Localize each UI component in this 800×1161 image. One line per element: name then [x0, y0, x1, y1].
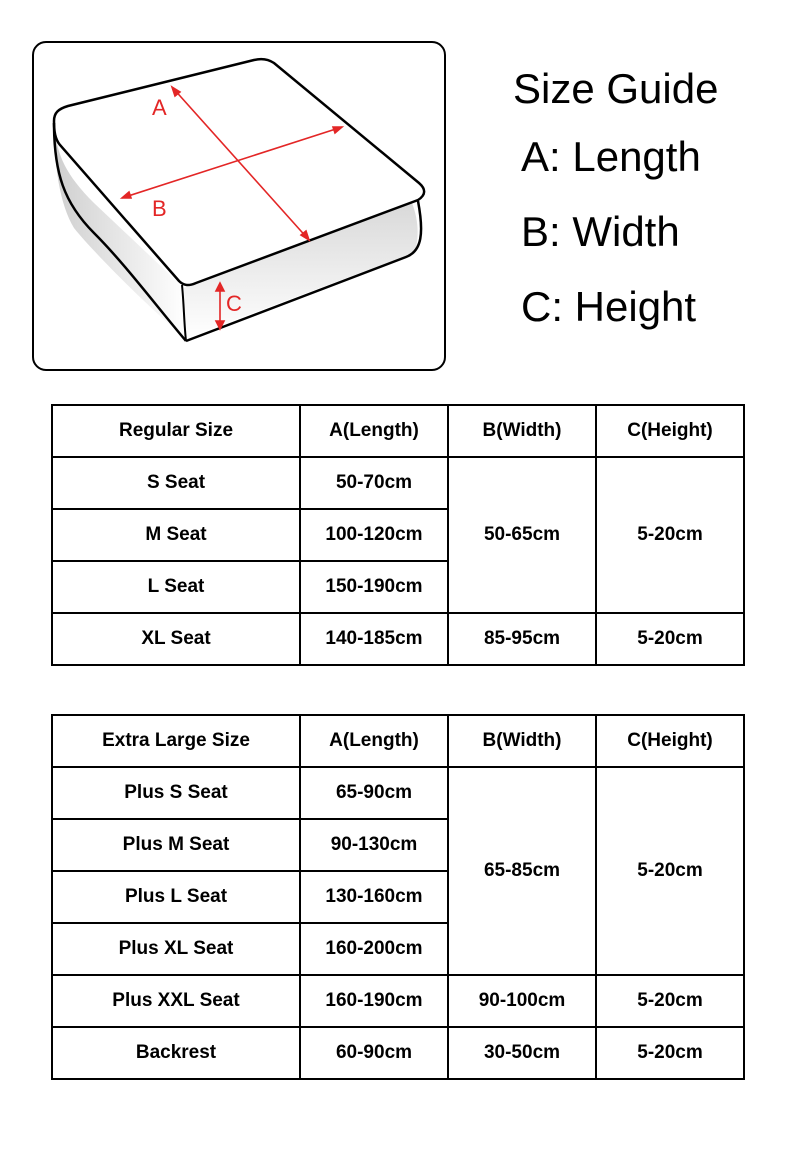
size-guide-title: Size Guide — [513, 65, 719, 112]
label-c: C — [226, 291, 242, 316]
header-cell: A(Length) — [300, 715, 448, 767]
label-b: B — [152, 196, 167, 221]
height-cell: 5-20cm — [596, 1027, 744, 1079]
length-cell: 130-160cm — [300, 871, 448, 923]
size-name-cell: L Seat — [52, 561, 300, 613]
header-cell: B(Width) — [448, 405, 596, 457]
table-row — [52, 613, 744, 665]
shared-height-cell: 5-20cm — [596, 767, 744, 975]
label-a: A — [152, 95, 167, 120]
size-name-cell: XL Seat — [52, 613, 300, 665]
width-cell: 30-50cm — [448, 1027, 596, 1079]
header-cell: C(Height) — [596, 405, 744, 457]
length-cell: 100-120cm — [300, 509, 448, 561]
size-name-cell: Plus S Seat — [52, 767, 300, 819]
table-header-row — [52, 715, 744, 767]
height-cell: 5-20cm — [596, 975, 744, 1027]
header-cell: Regular Size — [52, 405, 300, 457]
table-header-row — [52, 405, 744, 457]
shared-width-cell: 65-85cm — [448, 767, 596, 975]
length-cell: 60-90cm — [300, 1027, 448, 1079]
guide-width: B: Width — [521, 208, 680, 255]
length-cell: 160-190cm — [300, 975, 448, 1027]
extra-large-size-table — [51, 714, 745, 1080]
table-row — [52, 975, 744, 1027]
header-cell: C(Height) — [596, 715, 744, 767]
size-name-cell: Plus XXL Seat — [52, 975, 300, 1027]
guide-length: A: Length — [521, 133, 701, 180]
length-cell: 150-190cm — [300, 561, 448, 613]
size-name-cell: Backrest — [52, 1027, 300, 1079]
header-cell: Extra Large Size — [52, 715, 300, 767]
length-cell: 90-130cm — [300, 819, 448, 871]
shared-width-cell: 50-65cm — [448, 457, 596, 613]
header-cell: A(Length) — [300, 405, 448, 457]
guide-height: C: Height — [521, 283, 697, 330]
size-guide-legend — [513, 62, 718, 355]
table-row — [52, 1027, 744, 1079]
size-name-cell: S Seat — [52, 457, 300, 509]
length-cell: 140-185cm — [300, 613, 448, 665]
size-name-cell: Plus M Seat — [52, 819, 300, 871]
height-cell: 5-20cm — [596, 613, 744, 665]
size-name-cell: Plus XL Seat — [52, 923, 300, 975]
shared-height-cell: 5-20cm — [596, 457, 744, 613]
size-name-cell: Plus L Seat — [52, 871, 300, 923]
length-cell: 160-200cm — [300, 923, 448, 975]
header-cell: B(Width) — [448, 715, 596, 767]
size-name-cell: M Seat — [52, 509, 300, 561]
table-row — [52, 457, 744, 509]
length-cell: 65-90cm — [300, 767, 448, 819]
cushion-illustration — [34, 43, 448, 373]
width-cell: 85-95cm — [448, 613, 596, 665]
length-cell: 50-70cm — [300, 457, 448, 509]
cushion-diagram — [32, 41, 446, 371]
regular-size-table — [51, 404, 745, 666]
table-row — [52, 767, 744, 819]
width-cell: 90-100cm — [448, 975, 596, 1027]
